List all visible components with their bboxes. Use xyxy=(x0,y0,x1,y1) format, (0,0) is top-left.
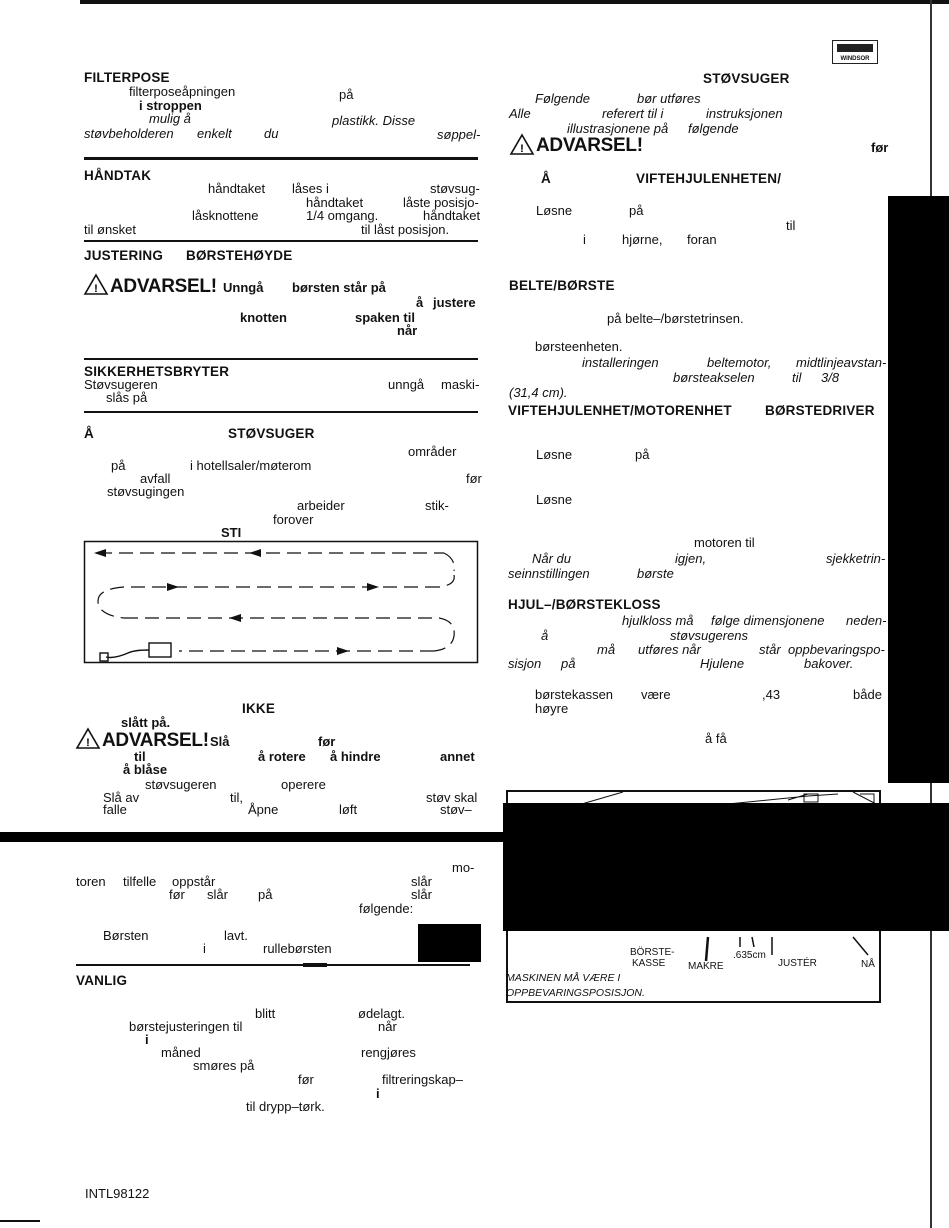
section-divider xyxy=(84,411,478,413)
text: støv skal xyxy=(426,790,478,805)
text: instruksjonen xyxy=(706,106,783,121)
text: til xyxy=(786,218,796,233)
text: seinnstillingen xyxy=(508,566,590,581)
text: å xyxy=(416,295,424,310)
text: i xyxy=(376,1086,380,1101)
text: neden- xyxy=(846,613,887,628)
text: børstekassen xyxy=(535,687,614,702)
text: på xyxy=(111,458,126,473)
text: Slå av xyxy=(103,790,140,805)
document-code: INTL98122 xyxy=(85,1186,150,1201)
text: når xyxy=(397,323,418,338)
text: være xyxy=(641,687,671,702)
text: beltemotor, xyxy=(707,355,772,370)
text: i stroppen xyxy=(139,98,202,113)
text: knotten xyxy=(240,310,287,325)
text: til drypp–tørk. xyxy=(246,1099,325,1114)
text: Støvsugeren xyxy=(84,377,158,392)
text: bør utføres xyxy=(637,91,701,106)
text: arbeider xyxy=(297,498,345,513)
filterpose-heading: FILTERPOSE xyxy=(84,70,170,85)
text: illustrasjonene på xyxy=(567,121,669,136)
text: til låst posisjon. xyxy=(361,222,450,237)
black-side-bar xyxy=(888,196,949,783)
text: før xyxy=(466,471,482,486)
text: både xyxy=(853,687,882,702)
svg-text:!: ! xyxy=(86,737,90,749)
text: før xyxy=(298,1072,314,1087)
label-makre: MAKRE xyxy=(688,961,724,972)
text: slår xyxy=(207,887,228,902)
text: før xyxy=(169,887,185,902)
text: søppel- xyxy=(437,127,481,142)
text: Når du xyxy=(532,551,572,566)
text: bakover. xyxy=(804,656,854,671)
label-na: NÅ xyxy=(861,959,875,970)
top-border xyxy=(80,0,949,4)
text: på xyxy=(339,87,354,102)
text: slår xyxy=(411,874,432,889)
text: støvbeholderen xyxy=(84,126,174,141)
label-borstekasse: BÖRSTE- xyxy=(630,947,675,958)
text: installeringen xyxy=(582,355,659,370)
text: Alle xyxy=(509,106,531,121)
text: annet xyxy=(440,749,475,764)
figure-frame-bottom xyxy=(506,1001,881,1003)
text: på xyxy=(629,203,644,218)
text: Børsten xyxy=(103,928,149,943)
text: måned xyxy=(161,1045,201,1060)
text: midtlinjeavstan- xyxy=(796,355,887,370)
text: børsteenheten. xyxy=(535,339,623,354)
text: støvsugingen xyxy=(107,484,185,499)
text: børstejusteringen til xyxy=(129,1019,243,1034)
ikke-heading: IKKE xyxy=(242,701,276,716)
text: sjekketrin- xyxy=(826,551,886,566)
text: sisjon xyxy=(508,656,542,671)
text: på xyxy=(561,656,576,671)
text: låste posisjo- xyxy=(403,195,479,210)
section-divider-accent xyxy=(303,963,327,967)
justering-heading-2: BØRSTEHØYDE xyxy=(186,248,293,263)
text: håndtaket xyxy=(423,208,481,223)
hjul-heading: HJUL–/BØRSTEKLOSS xyxy=(508,597,661,612)
text: operere xyxy=(281,777,326,792)
text: Løsne xyxy=(536,447,573,462)
text: på xyxy=(258,887,273,902)
black-box xyxy=(418,924,481,962)
text: STI xyxy=(221,525,242,540)
text: oppstår xyxy=(172,874,216,889)
text: støvsug- xyxy=(430,181,480,196)
text: plastikk. Disse xyxy=(332,113,416,128)
motorenhet-heading-2: BØRSTEDRIVER xyxy=(765,403,875,418)
right-top-heading: STØVSUGER xyxy=(703,71,790,86)
vifte-heading-2: VIFTEHJULENHETEN/ xyxy=(636,171,782,186)
text: oppbevaringspo- xyxy=(788,642,885,657)
text: unngå xyxy=(388,377,425,392)
justering-heading: JUSTERING xyxy=(84,248,164,263)
text: følgende: xyxy=(359,901,414,916)
vanlig-heading: VANLIG xyxy=(76,973,128,988)
text: støvsugerens xyxy=(670,628,749,643)
sikkerhet-heading: SIKKERHETSBRYTER xyxy=(84,364,230,379)
text: i xyxy=(583,232,586,247)
text: å xyxy=(541,628,549,643)
text: maski- xyxy=(441,377,480,392)
text: mulig å xyxy=(149,111,191,126)
text: følge dimensjonene xyxy=(711,613,825,628)
text: toren xyxy=(76,874,106,889)
warning-triangle-icon xyxy=(510,134,534,155)
text: løft xyxy=(339,802,358,817)
text: må xyxy=(597,642,616,657)
text: til ønsket xyxy=(84,222,137,237)
handtak-heading: HÅNDTAK xyxy=(84,168,152,183)
text: stik- xyxy=(425,498,449,513)
text: til xyxy=(792,370,802,385)
text: smøres på xyxy=(193,1058,255,1073)
text: står xyxy=(759,642,781,657)
text: spaken til xyxy=(355,310,415,325)
text: håndtaket xyxy=(306,195,364,210)
text: følgende xyxy=(688,121,739,136)
text: ,43 xyxy=(762,687,781,702)
text: enkelt xyxy=(197,126,232,141)
text: støvsugeren xyxy=(145,777,217,792)
label-cm: .635cm xyxy=(733,950,766,961)
text: før xyxy=(871,140,889,155)
text: Hjulene xyxy=(700,656,745,671)
text: låsknottene xyxy=(192,208,259,223)
text: slår xyxy=(411,887,432,902)
warning-triangle-icon xyxy=(84,274,108,295)
warning-label: ADVARSEL! xyxy=(102,730,209,751)
text: lavt. xyxy=(224,928,248,943)
warning-label: ADVARSEL! xyxy=(110,276,217,297)
section-divider xyxy=(76,964,470,966)
text: børsten står på xyxy=(292,280,386,295)
section-divider xyxy=(84,157,478,160)
stovsuger-heading: Å xyxy=(84,426,94,441)
text: 3/8 xyxy=(821,370,840,385)
figure-caption-2: OPPBEVARINGSPOSISJON. xyxy=(506,987,645,999)
text: å hindre xyxy=(330,749,381,764)
text: utføres når xyxy=(638,642,701,657)
bottom-mark xyxy=(0,1220,40,1222)
text: Følgende xyxy=(535,91,590,106)
text: før xyxy=(318,734,336,749)
text: falle xyxy=(103,802,127,817)
text: på xyxy=(635,447,650,462)
section-divider xyxy=(84,358,478,360)
text: filtreringskap– xyxy=(382,1072,463,1087)
stovsuger-heading-2: STØVSUGER xyxy=(228,426,315,441)
text: håndtaket xyxy=(208,181,266,196)
text: slås på xyxy=(106,390,148,405)
text: rengjøres xyxy=(361,1045,416,1060)
svg-text:!: ! xyxy=(94,283,98,295)
figure-caption: MASKINEN MÅ VÆRE I xyxy=(506,972,621,984)
text: støv– xyxy=(440,802,472,817)
text: i hotellsaler/møterom xyxy=(190,458,312,473)
text: justere xyxy=(433,295,476,310)
text: 1/4 omgang. xyxy=(306,208,379,223)
text: referert til i xyxy=(602,106,664,121)
text: du xyxy=(264,126,279,141)
svg-text:!: ! xyxy=(520,143,524,155)
text: i xyxy=(203,941,206,956)
text: å blåse xyxy=(123,762,168,777)
text: forover xyxy=(273,512,314,527)
text: til xyxy=(134,749,146,764)
text: i xyxy=(145,1032,149,1047)
text: (31,4 cm). xyxy=(509,385,568,400)
warning-label: ADVARSEL! xyxy=(536,135,643,156)
belte-heading: BELTE/BØRSTE xyxy=(509,278,615,293)
text: å få xyxy=(705,731,727,746)
black-band xyxy=(0,832,503,842)
section-divider xyxy=(84,240,478,242)
text: låses i xyxy=(292,181,329,196)
text: mo- xyxy=(452,860,475,875)
label-juster: JUSTÉR xyxy=(778,958,817,969)
vifte-heading: Å xyxy=(541,171,551,186)
text: hjulkloss må xyxy=(622,613,694,628)
black-figure-block xyxy=(503,803,949,931)
text: å rotere xyxy=(258,749,306,764)
text: Unngå xyxy=(223,280,264,295)
text: høyre xyxy=(535,701,569,716)
text: Åpne xyxy=(248,802,279,817)
label-borstekasse-2: KASSE xyxy=(632,958,666,969)
text: på belte–/børstetrinsen. xyxy=(607,311,744,326)
text: børsteakselen xyxy=(673,370,755,385)
text: Slå xyxy=(210,734,230,749)
text: motoren til xyxy=(694,535,755,550)
text: tilfelle xyxy=(123,874,157,889)
text: igjen, xyxy=(675,551,707,566)
text: blitt xyxy=(255,1006,276,1021)
text: børste xyxy=(637,566,674,581)
text: områder xyxy=(408,444,457,459)
warning-triangle-icon xyxy=(76,728,100,749)
text: filterposeåpningen xyxy=(129,84,236,99)
text: Løsne xyxy=(536,492,573,507)
text: slått på. xyxy=(121,715,171,730)
text: rullebørsten xyxy=(263,941,332,956)
text: Løsne xyxy=(536,203,573,218)
windsor-logo: WINDSOR xyxy=(832,40,878,64)
text: hjørne, xyxy=(622,232,663,247)
vacuum-path-diagram xyxy=(84,541,478,663)
text: ødelagt. xyxy=(358,1006,405,1021)
motorenhet-heading: VIFTEHJULENHET/MOTORENHET xyxy=(508,403,732,418)
text: til, xyxy=(230,790,243,805)
text: når xyxy=(378,1019,397,1034)
text: avfall xyxy=(140,471,171,486)
text: foran xyxy=(687,232,717,247)
